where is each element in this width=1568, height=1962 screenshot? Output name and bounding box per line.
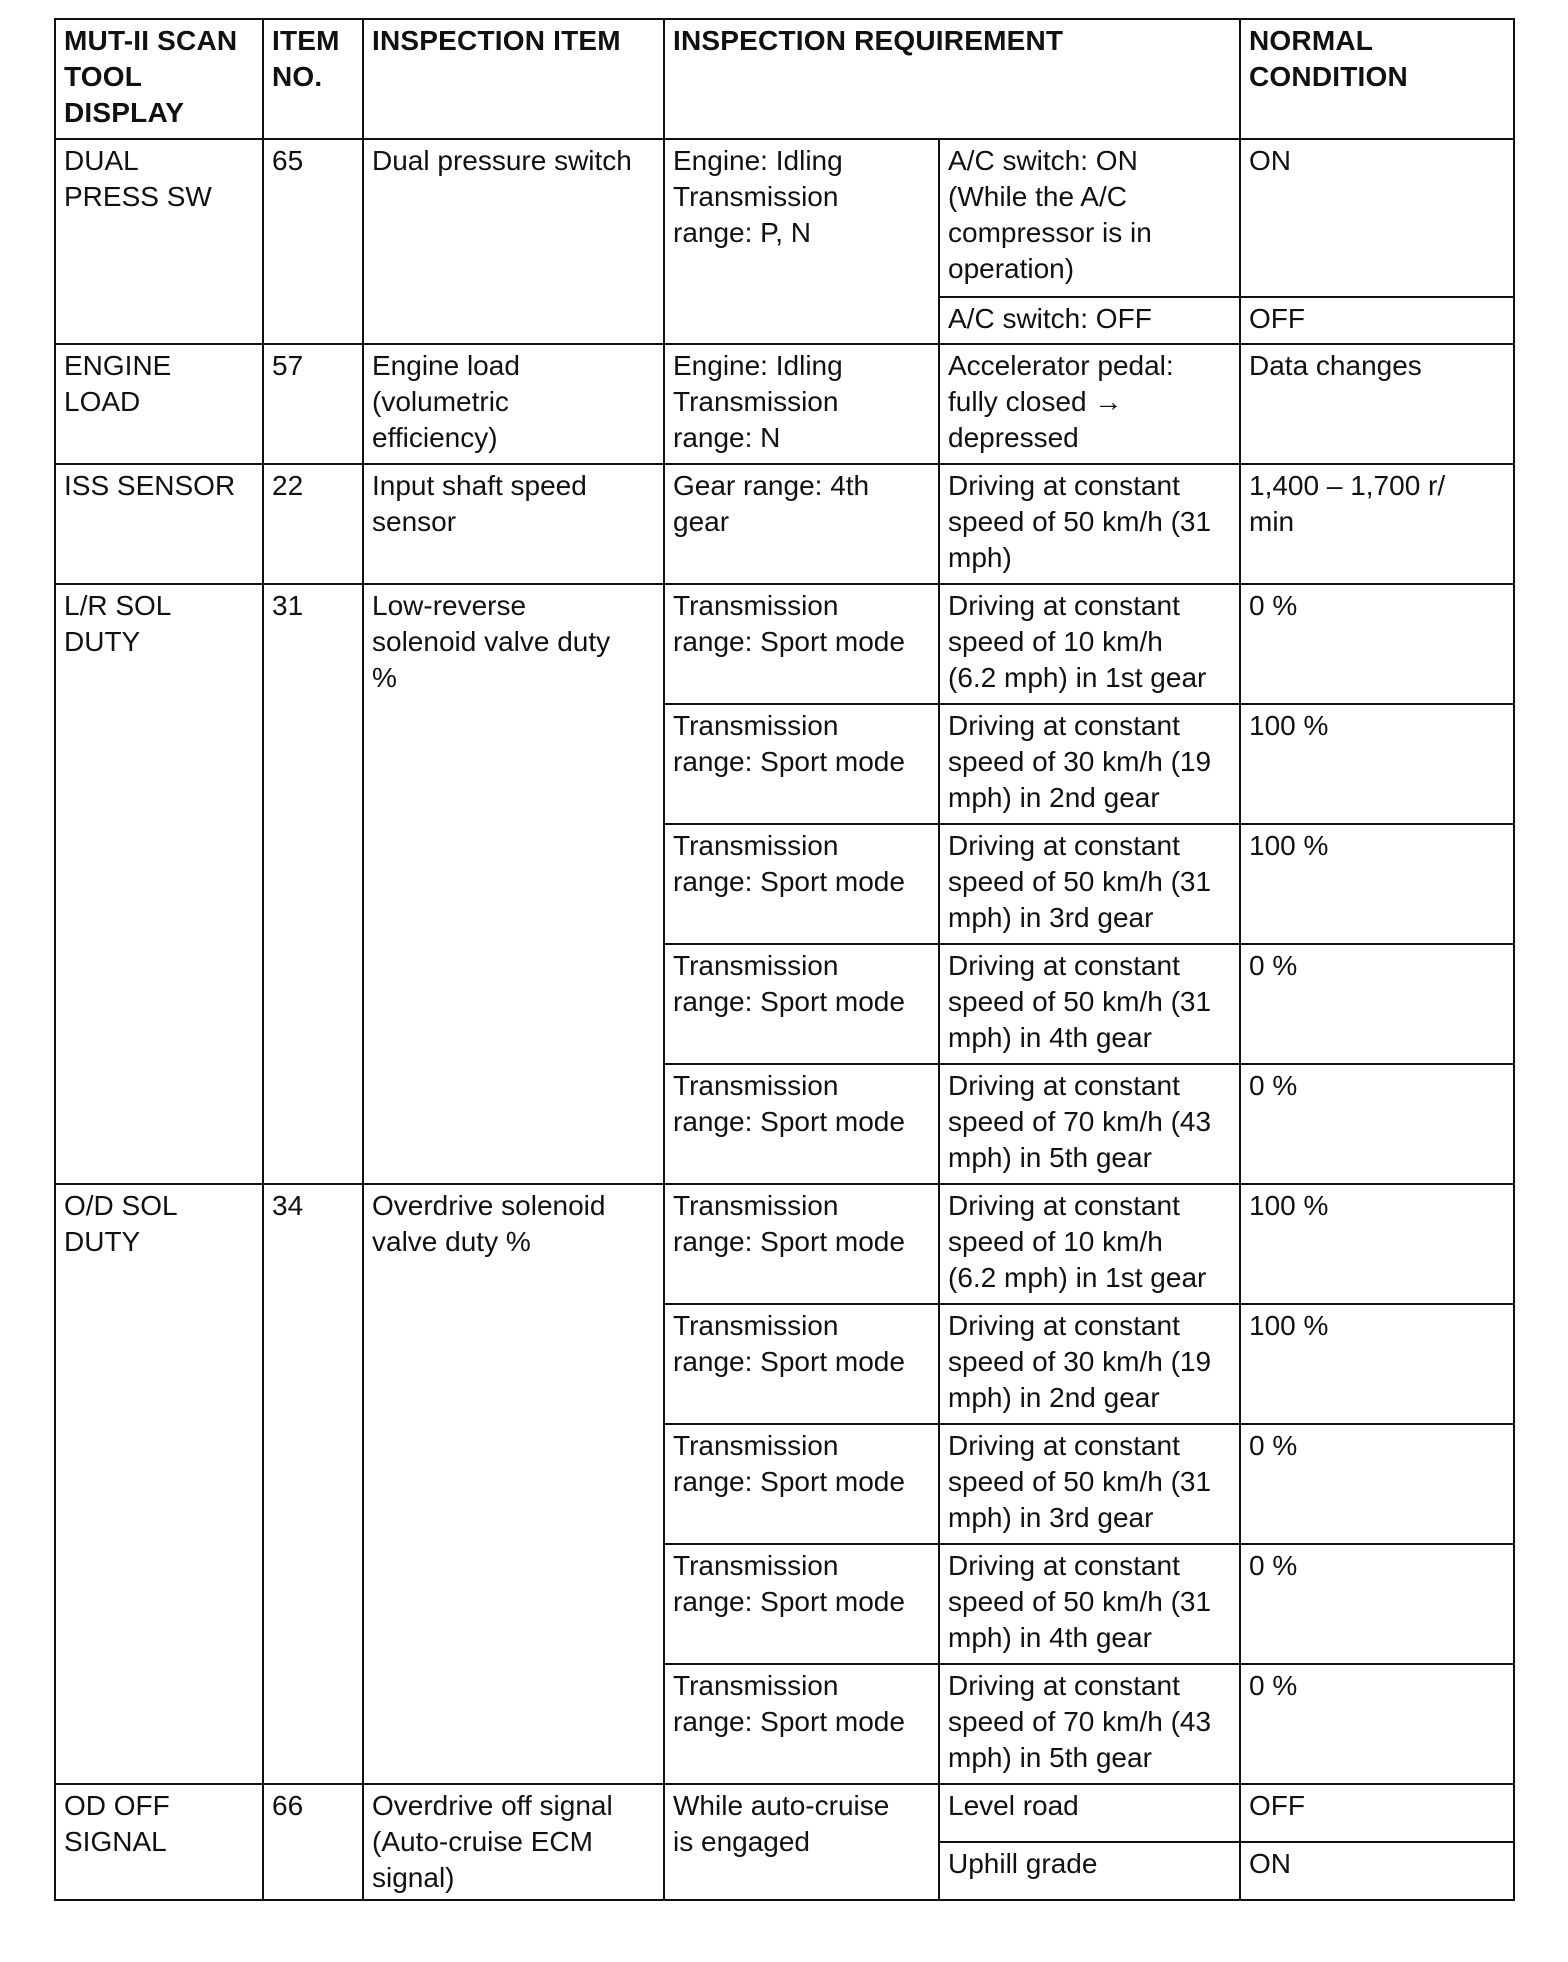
table-row <box>55 344 1514 464</box>
requirement-cell: Gear range: 4th gear <box>664 464 939 584</box>
scan-display-cell: L/R SOL DUTY <box>55 584 263 1184</box>
normal-condition-cell: 0 % <box>1240 1064 1514 1184</box>
scan-display-cell: ISS SENSOR <box>55 464 263 584</box>
condition-cell: A/C switch: ON (While the A/C compressor is in operation) <box>939 139 1240 297</box>
condition-cell: Driving at constant speed of 50 km/h (31 mph) in 4th gear <box>939 1544 1240 1664</box>
normal-condition-cell: 100 % <box>1240 824 1514 944</box>
requirement-cell: Transmission range: Sport mode <box>664 1664 939 1784</box>
condition-cell: Driving at constant speed of 30 km/h (19 mph) in 2nd gear <box>939 704 1240 824</box>
normal-condition-cell: OFF <box>1240 1784 1514 1842</box>
table-row <box>55 1184 1514 1304</box>
inspection-item-cell: Input shaft speed sensor <box>363 464 664 584</box>
table-row <box>55 1784 1514 1842</box>
normal-condition-cell: ON <box>1240 1842 1514 1900</box>
header-item-no: ITEM NO. <box>263 19 363 139</box>
condition-cell: Driving at constant speed of 50 km/h (31 mph) <box>939 464 1240 584</box>
normal-condition-cell: 0 % <box>1240 1544 1514 1664</box>
inspection-item-cell: Low-reverse solenoid valve duty % <box>363 584 664 1184</box>
normal-condition-cell: 100 % <box>1240 1184 1514 1304</box>
table-row <box>55 584 1514 704</box>
inspection-item-cell: Engine load (volumetric efficiency) <box>363 344 664 464</box>
requirement-cell: Engine: Idling Transmission range: N <box>664 344 939 464</box>
scan-display-cell: DUAL PRESS SW <box>55 139 263 344</box>
normal-condition-cell: 0 % <box>1240 944 1514 1064</box>
header-inspection-item: INSPECTION ITEM <box>363 19 664 139</box>
condition-cell: A/C switch: OFF <box>939 297 1240 344</box>
header-normal-condition: NORMAL CONDITION <box>1240 19 1514 139</box>
condition-cell: Driving at constant speed of 50 km/h (31 mph) in 4th gear <box>939 944 1240 1064</box>
condition-cell: Driving at constant speed of 10 km/h (6.2 mph) in 1st gear <box>939 1184 1240 1304</box>
condition-cell: Driving at constant speed of 70 km/h (43 mph) in 5th gear <box>939 1064 1240 1184</box>
header-scan-tool-display: MUT-II SCAN TOOL DISPLAY <box>55 19 263 139</box>
condition-cell: Accelerator pedal: fully closed → depressed <box>939 344 1240 464</box>
normal-condition-cell: 1,400 – 1,700 r/ min <box>1240 464 1514 584</box>
condition-cell: Driving at constant speed of 50 km/h (31 mph) in 3rd gear <box>939 824 1240 944</box>
condition-cell: Driving at constant speed of 10 km/h (6.2 mph) in 1st gear <box>939 584 1240 704</box>
scan-display-cell: O/D SOL DUTY <box>55 1184 263 1784</box>
inspection-item-cell: Dual pressure switch <box>363 139 664 344</box>
condition-cell: Driving at constant speed of 50 km/h (31 mph) in 3rd gear <box>939 1424 1240 1544</box>
requirement-cell: Transmission range: Sport mode <box>664 1424 939 1544</box>
scan-display-cell: OD OFF SIGNAL <box>55 1784 263 1900</box>
normal-condition-cell: ON <box>1240 139 1514 297</box>
condition-cell: Driving at constant speed of 30 km/h (19 mph) in 2nd gear <box>939 1304 1240 1424</box>
normal-condition-cell: Data changes <box>1240 344 1514 464</box>
inspection-item-cell: Overdrive off signal (Auto-cruise ECM signal) <box>363 1784 664 1900</box>
item-no-cell: 66 <box>263 1784 363 1900</box>
inspection-table <box>54 18 1515 1901</box>
normal-condition-cell: OFF <box>1240 297 1514 344</box>
table-row <box>55 464 1514 584</box>
normal-condition-cell: 0 % <box>1240 1424 1514 1544</box>
item-no-cell: 31 <box>263 584 363 1184</box>
requirement-cell: Transmission range: Sport mode <box>664 1544 939 1664</box>
scan-display-cell: ENGINE LOAD <box>55 344 263 464</box>
normal-condition-cell: 100 % <box>1240 704 1514 824</box>
normal-condition-cell: 0 % <box>1240 584 1514 704</box>
header-inspection-requirement: INSPECTION REQUIREMENT <box>664 19 1240 139</box>
table-row <box>55 139 1514 297</box>
inspection-item-cell: Overdrive solenoid valve duty % <box>363 1184 664 1784</box>
item-no-cell: 57 <box>263 344 363 464</box>
condition-cell: Uphill grade <box>939 1842 1240 1900</box>
requirement-cell: Transmission range: Sport mode <box>664 944 939 1064</box>
requirement-cell: While auto-cruise is engaged <box>664 1784 939 1900</box>
condition-cell: Level road <box>939 1784 1240 1842</box>
requirement-cell: Transmission range: Sport mode <box>664 1184 939 1304</box>
requirement-cell: Transmission range: Sport mode <box>664 1304 939 1424</box>
item-no-cell: 65 <box>263 139 363 344</box>
item-no-cell: 34 <box>263 1184 363 1784</box>
normal-condition-cell: 100 % <box>1240 1304 1514 1424</box>
requirement-cell: Transmission range: Sport mode <box>664 584 939 704</box>
normal-condition-cell: 0 % <box>1240 1664 1514 1784</box>
header-row <box>55 19 1514 139</box>
requirement-cell: Transmission range: Sport mode <box>664 824 939 944</box>
requirement-cell: Engine: Idling Transmission range: P, N <box>664 139 939 344</box>
condition-cell: Driving at constant speed of 70 km/h (43 mph) in 5th gear <box>939 1664 1240 1784</box>
requirement-cell: Transmission range: Sport mode <box>664 1064 939 1184</box>
requirement-cell: Transmission range: Sport mode <box>664 704 939 824</box>
item-no-cell: 22 <box>263 464 363 584</box>
